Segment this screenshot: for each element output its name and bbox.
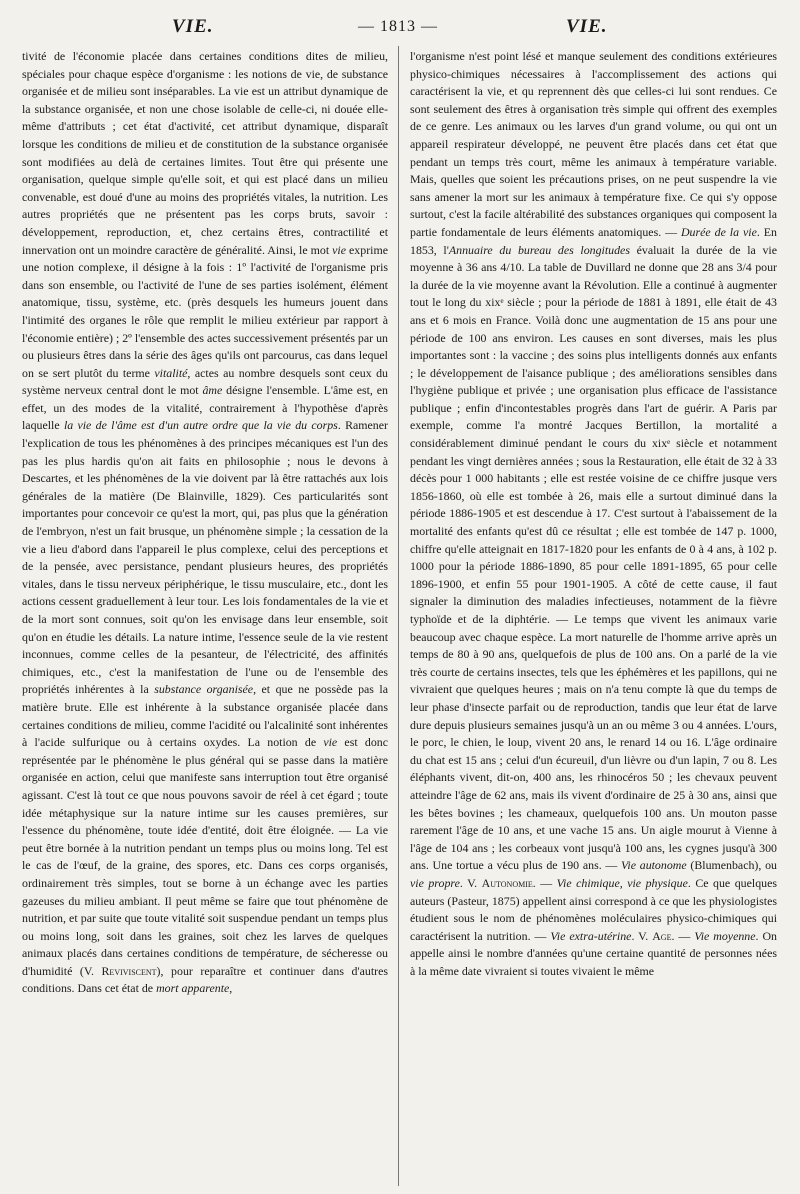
text-run: . En 1853, l' bbox=[410, 224, 777, 257]
left-paragraph bbox=[22, 48, 388, 998]
text-run: , actes au nombre desquels sont ceux du système nerveux central dont le mot bbox=[22, 365, 388, 398]
text-run: ), pour reparaître et continuer dans d'autres conditions. Dans cet état de bbox=[22, 963, 388, 996]
section-heading-duree: Durée de la vie bbox=[680, 224, 757, 239]
cross-reference: Age bbox=[652, 928, 672, 943]
italic-term: substance organisée bbox=[154, 682, 254, 697]
text-run: . On appelle ainsi le nombre d'années qu'une certaine quantité de personnes nées à la même date vivraient si toutes vivaient le même bbox=[410, 928, 778, 978]
italic-term: vie propre bbox=[410, 875, 460, 890]
text-run: évaluait la durée de la vie moyenne à 36 ans 4/10. La table de Duvillard ne donne que 28 ans 3/4 pour la durée de la vie moyenne avant la Révolution. Elle a continué à augmenter tout le long du xixᵉ siècle ; pour la période de 1881 à 1891, elle était de 43 ans et 6 mois en France. Voilà donc une augmentation de 15 ans pour une période de 100 ans environ. Les causes en sont diverses, mais les plus importantes sont : la vaccine ; des soins plus intelligents donnés aux enfants ; le développement de l'aisance publique ; des améliorations sensibles dans l'hygiène publique et privée ; une organisation plus efficace de l'assistance publique ; enfin d'incontestables progrès dans l'art de guérir. A Paris par exemple, comme l'a montré Jacques Bertillon, la mortalité a considérablement diminué pendant le cours du xixᵉ siècle et notamment pendant les vingt dernières années ; sous la Restauration, elle était de 32 à 33 décès pour 1 000 habitants ; elle est restée voisine de ce chiffre jusque vers 1856-1860, où elle est tombée à 26, mais elle a surtout diminué dans la période 1886-1905 et est descendue à 17. C'est surtout à l'abaissement de la mortalité des enfants qu'est dû ce résultat ; elle est tombée de 147 p. 1000, chiffre qu'elle atteignait en 1817-1820 pour les enfants de 0 à 4 ans, à 102 p. 1000 pour la période 1886-1890, 85 pour celle 1891-1895, 65 pour celle 1896-1900, et enfin 55 pour 1901-1905. A côté de cette cause, il faut signaler la diminution des maladies infectieuses, notamment de la fièvre typhoïde et de la diphtérie. — Le temps que vivent les animaux varie beaucoup avec chaque espèce. La mort naturelle de l'homme arrive après un temps de 80 à 90 ans, quelquefois de plus de 100 ans. On a parlé de la vie très courte de certains insectes, tels que les éphémères et les papillons, qui ne vivraient que quelques heures ; mais on n'a tenu compte là que du temps de leur phase d'insecte parfait ou de reproduction, tandis que leur état de larve dure depuis plusieurs semaines jusqu'à un an ou même 3 ou 4 années. L'ours, le porc, le chien, le loup, vivent 20 ans, le renard 14 ou 16. L'âge ordinaire du chat est 15 ans ; celui d'un écureuil, d'un lièvre ou d'un lapin, 7 ou 8. Les éléphants vivent, dit-on, 400 ans, les rhinocéros 50 ; les chevaux peuvent atteindre l'âge de 62 ans, mais ils vivent d'ordinaire de 25 à 30 ans, ainsi que les bêtes bovines ; les chameaux, quelquefois 100 ans. Un mouton passe rarement l'âge de 10 ans, et une vache 15 ans. Un aigle mourut à Vienne à l'âge de 104 ans ; les corbeaux vont jusqu'à 100 ans, les cygnes jusqu'à 300 ans. Une tortue a vécu plus de 190 ans. — bbox=[410, 242, 777, 873]
italic-term: âme bbox=[202, 383, 223, 398]
column-divider bbox=[398, 46, 399, 1186]
italic-term: vie bbox=[332, 242, 347, 257]
text-run: . — bbox=[532, 875, 557, 890]
cross-reference: Reviviscent bbox=[101, 963, 157, 978]
text-run: tivité de l'économie placée dans certaines conditions dites de milieu, spéciales pour chaque espèce d'organisme : les notions de vie, de substance organisée et de milieu sont inséparables. La vie est un attribut dynamique de la substance organisée, et non une chose isolable de celle-ci, ni douée elle-même d'attributs ; cet état d'activité, cet attribut dynamique, disparaît lorsque les conditions de milieu et de constitution de la substance organisée sont modifiées au delà de certaines limites. Tout être qui présente une organisation, quelque simple qu'elle soit, et qui est placé dans un milieu convenable, est doué d'une au moins des propriétés vitales, la nutrition. Les autres propriétés que ne présentent pas les corps bruts, savoir : développement, reproduction, et, chez certains êtres, contractilité et innervation ont un moindre caractère de généralité. Ainsi, le mot bbox=[22, 49, 388, 257]
text-run: exprime une notion complexe, il désigne à la fois : 1º l'activité de l'organisme pris dans son ensemble, ou l'activité de l'une de ses parties isolément, élément anatomique, tissu, système, etc. (près desquels les humeurs jouent dans l'intimité des organes le rôle que remplit le milieu extérieur par rapport à l'économie entière) ; 2º l'ensemble des actes successivement présentés par un ou plusieurs êtres dans la série des âges qu'ils ont parcourus, cas dans lequel on se sert plutôt du terme bbox=[22, 242, 388, 380]
header-left-title: VIE. bbox=[172, 16, 214, 37]
text-run: , et que ne possède pas la matière brute. Elle est inhérente à la substance organisée placée dans certaines conditions de milieu, comme l'acidité ou l'alcalinité sont inhérentes à l'acide sulfurique ou à certains oxydes. La notion de bbox=[22, 682, 388, 750]
text-run: désigne l'ensemble. L'âme est, en effet, un des modes de la vitalité, contrairement à l'hypothèse d'après laquelle bbox=[22, 383, 388, 433]
section-heading-extra-uterine: Vie extra-utérine bbox=[550, 928, 632, 943]
italic-term: vitalité bbox=[154, 365, 188, 380]
text-run: . — bbox=[671, 928, 695, 943]
right-column bbox=[410, 48, 777, 980]
italic-term: vie bbox=[323, 735, 338, 750]
text-run: . V. bbox=[631, 928, 653, 943]
italic-quote: la vie de l'âme est d'un autre ordre que la vie du corps bbox=[63, 418, 338, 433]
text-run: l'organisme n'est point lésé et manque seulement des conditions extérieures physico-chimiques nécessaires à l'accomplissement des actions qui caractérisent la vie, et qu reprennent dès que celles-ci lui sont rendues. Ce sont seulement des êtres à organisation très simple qui offrent des exemples de ce genre. Les animaux ou les larves d'un grand volume, ou qui ont un appareil respirateur développé, ne peuvent être placés dans cet état que pendant un temps très court, même les animaux à température variable. Mais, quelles que soient les précautions prises, on ne peut suspendre la vie sans amener la mort sur les animaux à température fixe. Ce qui s'y oppose surtout, c'est la facile altérabilité des substances organiques qui composent la partie fondamentale de leurs éléments anatomiques. — bbox=[410, 49, 777, 239]
italic-term: mort apparente bbox=[156, 981, 230, 996]
header-right-title: VIE. bbox=[566, 16, 608, 37]
page-header bbox=[0, 0, 800, 40]
text-run: . Ce que quelques auteurs (Pasteur, 1875) appellent ainsi correspond à ce que les physiologistes étudient sous le nom de phénomènes moléculaires physico-chimiques qui caractérisent la nutrition. — bbox=[410, 875, 777, 943]
text-run: (Blumenbach), ou bbox=[686, 858, 777, 873]
italic-title: Annuaire du bureau des longitudes bbox=[448, 242, 630, 257]
text-run: est donc représentée par le phénomène le plus général qui se passe dans la matière organisée en action, celui que manifeste sans interruption tout être organisé agissant. C'est là tout ce que nous pouvons savoir de réel à cet égard ; toute idée métaphysique sur la nature intime sur les causes premières, sur l'essence du phénomène, toute idée d'entité, doit être éloignée. — La vie peut être bornée à la nutrition pendant un temps plus ou moins long. Tel est le cas de l'œuf, de la graine, des spores, etc. Dans ces corps organisés, ordinairement très simples, tout se borne à un échange avec les parties gazeuses du milieu ambiant. Il peut même se faire que tout phénomène de nutrition, et par suite que toute vitalité soit suspendue pendant un temps plus ou moins long, soit dans les graines, soit chez les larves de quelques animaux placés dans certaines conditions de température, de sécheresse ou d'humidité (V. bbox=[22, 735, 388, 978]
cross-reference: Autonomie bbox=[481, 875, 533, 890]
right-paragraph bbox=[410, 48, 777, 980]
text-run: . V. bbox=[459, 875, 482, 890]
section-heading-moyenne: Vie moyenne bbox=[694, 928, 756, 943]
page-number: — 1813 — bbox=[358, 18, 438, 35]
left-column bbox=[22, 48, 388, 998]
text-run: , bbox=[229, 981, 233, 996]
section-heading-chimique: Vie chimique, vie physique bbox=[556, 875, 688, 890]
text-run: . Ramener l'explication de tous les phénomènes à des principes mécaniques est l'un des pas les plus hardis qu'on ait faits en philosophie ; nous le devons à Descartes, et les phénomènes de la vie doivent par là être rattachés aux lois générales de la matière (De Blainville, 1829). Ces particularités sont importantes pour concevoir ce qu'est la mort, qui, pas plus que la génération de l'embryon, n'est un fait brusque, un phénomène simple ; la cessation de la vie a lieu d'abord dans l'appareil le plus complexe, celui des perceptions et de la pensée, avec persistance, pendant plusieurs heures, des propriétés vitales, dans le tissu nerveux périphérique, le tissu musculaire, etc., dont les actions cessent graduellement à leur tour. Les lois fondamentales de la vie et de la mort sont connues, soit qu'on les envisage dans leur ensemble, soit qu'on en étudie les détails. La nature intime, l'essence seule de la vie restent inconnues, comme celles de la pesanteur, de l'électricité, des affinités chimiques, etc., c'est la manifestation de l'une ou de l'ensemble des propriétés inhérentes à la bbox=[22, 418, 388, 697]
section-heading-autonome: Vie autonome bbox=[621, 858, 687, 873]
